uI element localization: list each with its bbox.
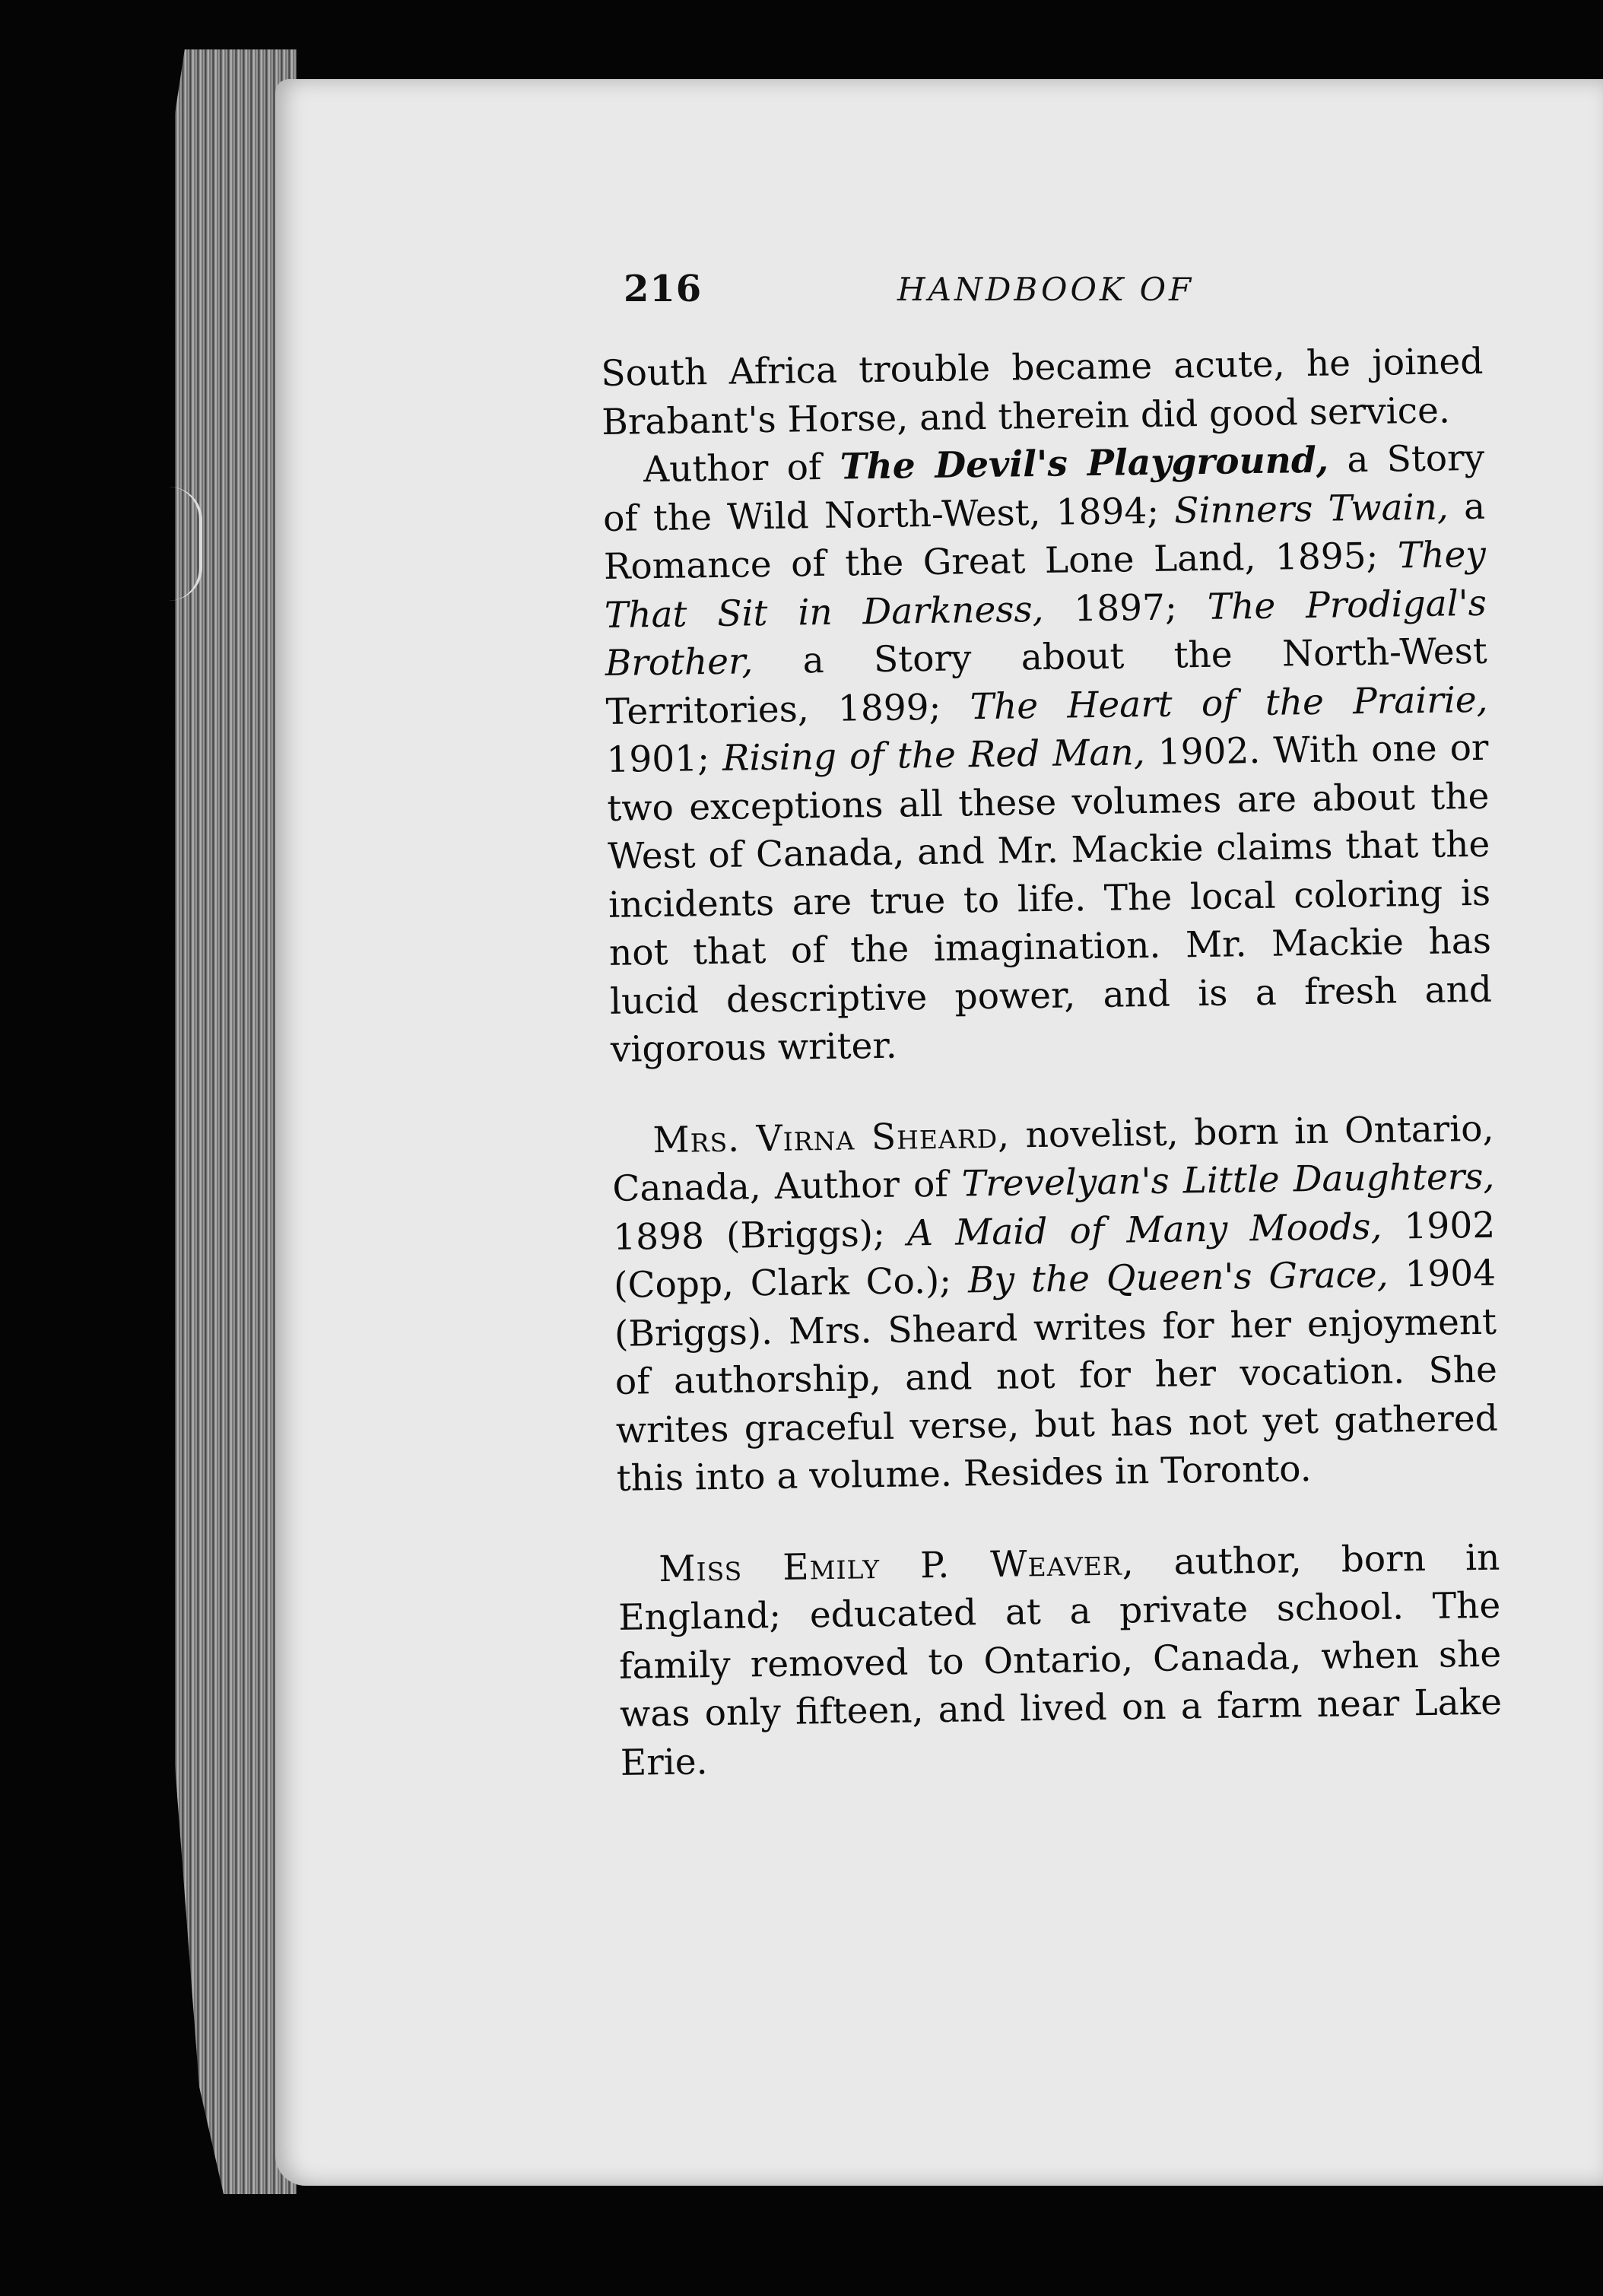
book-title: A Maid of Many Moods, (906, 1205, 1382, 1254)
paragraph-text: South Africa trouble became acute, he joined Brabant's Horse, and therein did good service. (601, 340, 1484, 443)
paragraph-mackie-works (602, 434, 1493, 1075)
book-title: The Devil's Playground, (840, 439, 1329, 488)
paragraph-text: 1901; (606, 737, 723, 781)
paragraph-text: a Story about the North-West Territories, 1899; (605, 630, 1488, 733)
paragraph-text: 1902. With one or two exceptions all these volumes are about the West of Canada, and Mr. Mackie claims that the incidents are true to life. The local coloring is not that of the imagination. Mr. Mackie has lucid descriptive power, and is a fresh and vigorous writer. (607, 726, 1493, 1071)
paragraph-text: a Story of the Wild North-West, 1894; (602, 437, 1485, 540)
paragraph-text: 1902 (Copp, Clark Co.); (613, 1204, 1496, 1307)
margin-mark (169, 487, 202, 601)
author-name: Mrs. Virna Sheard, (652, 1114, 1011, 1161)
paragraph-text: 1897; (1043, 586, 1208, 630)
book-title: The Prodigal's Brother, (605, 582, 1487, 684)
book-title: Rising of the Red Man, (722, 732, 1146, 780)
entry-emily-weaver (617, 1533, 1503, 1787)
entry-virna-sheard (611, 1104, 1499, 1503)
page-body (601, 338, 1503, 1787)
author-name: Miss Emily P. Weaver, (659, 1541, 1135, 1590)
book-title: They That Sit in Darkness, (604, 533, 1487, 637)
book-title: Sinners Twain, (1173, 485, 1449, 532)
paragraph-text: author, born in England; educated at a private school. The family removed to Ontario, Canada, when she was only fifteen, and lived on a farm near Lake Erie. (617, 1536, 1503, 1784)
book-title: By the Queen's Grace, (967, 1253, 1389, 1302)
page-header (624, 268, 1536, 329)
paragraph-text: 1898 (Briggs); (612, 1212, 908, 1259)
paragraph-text: a Romance of the Great Lone Land, 1895; (603, 485, 1486, 588)
running-head: HANDBOOK OF (897, 271, 1195, 308)
paragraph-text: novelist, born in Ontario, Canada, Author of (612, 1107, 1494, 1210)
book-title: The Heart of the Prairie, (970, 678, 1488, 728)
book-title: Trevelyan's Little Daughters, (961, 1155, 1495, 1205)
paragraph-text: 1904 (Briggs). Mrs. Sheard writes for her enjoyment of authorship, and not for her vocation. She writes graceful verse, but has not yet gathered this into a volume. Resides in Toronto. (614, 1252, 1499, 1500)
page-number: 216 (624, 268, 703, 310)
paragraph-text: Author of (643, 446, 841, 491)
paragraph-continuation (601, 338, 1484, 446)
